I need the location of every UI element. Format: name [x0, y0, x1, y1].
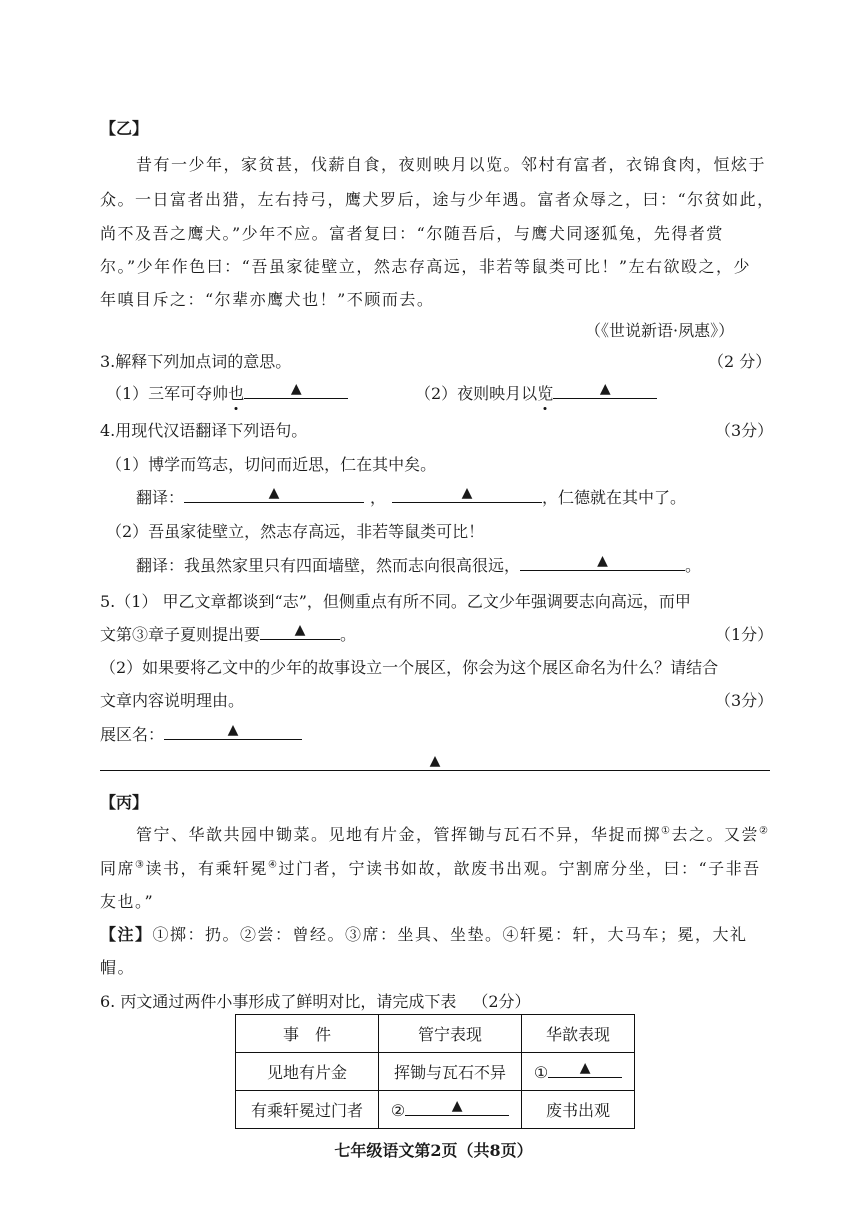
section-b-line-5: 年嗔目斥之：“尔辈亦鹰犬也！”不顾而去。: [100, 290, 435, 309]
section-c-notes-2: 帽。: [100, 958, 136, 977]
q4-stem: 4.用现代汉语翻译下列语句。: [100, 421, 308, 440]
q5-score-2: （3分）: [715, 691, 774, 710]
table-row: [236, 1015, 635, 1053]
section-b-line-2: 众。一日富者出猎，左右持弓，鹰犬罗后，途与少年遇。富者众辱之，曰：“尔贫如此，: [100, 190, 775, 209]
q5-line-1: 5.（1） 甲乙文章都谈到“志”，但侧重点有所不同。乙文少年强调要志向高远，而甲: [100, 592, 691, 611]
q4-answer-1b[interactable]: [392, 486, 542, 503]
section-b-line-1: 昔有一少年，家贫甚，伐薪自食，夜则映月以览。邻村有富者，衣锦食肉，恒炫于: [136, 155, 767, 174]
blank-marker: ▲: [429, 753, 441, 769]
table-header-event: 事 件: [236, 1015, 379, 1053]
table-row: [236, 1091, 635, 1129]
blank-marker: ▲: [597, 553, 608, 569]
q3-item-2: （2）夜则映月以览 ▲: [415, 381, 657, 404]
q4-translation-2: 翻译：我虽然家里只有四面墙壁，然而志向很高很远， ▲ 。: [136, 553, 702, 575]
section-c-line-1: 管宁、华歆共园中锄菜。见地有片金，管挥锄与瓦石不异，华捉而掷①去之。又尝②: [136, 825, 770, 844]
section-c-notes-1: 【注】①掷：扔。②尝：曾经。③席：坐具、坐垫。④轩冕：轩，大马车；冕，大礼: [100, 925, 748, 944]
table-cell: 挥锄与瓦石不异: [379, 1053, 522, 1091]
q3-answer-2[interactable]: [553, 382, 657, 399]
q5-line-3: （2）如果要将乙文中的少年的故事设立一个展区，你会为这个展区命名为什么？请结合: [100, 658, 719, 677]
section-b-line-3: 尚不及吾之鹰犬。”少年不应。富者复曰：“尔随吾后，与鹰犬同逐狐兔，先得者赏: [100, 224, 724, 243]
q4-answer-1a[interactable]: [184, 486, 364, 503]
q5-answer-1[interactable]: [260, 623, 340, 640]
q5-reason-answer-line[interactable]: [100, 753, 770, 771]
q5-line-4: 文章内容说明理由。: [100, 691, 245, 710]
blank-marker: ▲: [294, 622, 306, 638]
blank-marker: ▲: [451, 1098, 463, 1114]
q3-item-1-dotted-word: 也: [228, 381, 244, 404]
blank-marker: ▲: [599, 381, 611, 397]
q4-sentence-2: （2）吾虽家徒壁立，然志存高远，非若等鼠类可比！: [106, 522, 485, 541]
q4-translation-1: 翻译： ▲ ， ▲ ，仁德就在其中了。: [136, 485, 687, 507]
footnote-4: ④: [268, 859, 279, 871]
section-b-line-4: 尔。”少年作色曰：“吾虽家徒壁立，然志存高远，非若等鼠类可比！”左右欲殴之，少: [100, 257, 752, 276]
section-b-heading: 【乙】: [100, 119, 149, 138]
table-cell: ② ▲: [379, 1091, 522, 1129]
q4-answer-2[interactable]: [520, 554, 685, 571]
blank-marker: ▲: [290, 381, 302, 397]
table-cell: 废书出观: [522, 1091, 635, 1129]
q3-answer-1[interactable]: [244, 382, 348, 399]
table-cell: ① ▲: [522, 1053, 635, 1091]
footnote-3: ③: [135, 859, 146, 871]
q5-score-1: （1分）: [715, 625, 774, 644]
q4-sentence-1: （1）博学而笃志，切问而近思，仁在其中矣。: [106, 455, 437, 474]
q3-item-1: （1）三军可夺帅也 ▲: [106, 381, 348, 404]
table-row: [236, 1053, 635, 1091]
q6-stem: 6. 丙文通过两件小事形成了鲜明对比，请完成下表 （2分）: [100, 992, 531, 1011]
footnote-1: ①: [661, 825, 672, 837]
footnote-2: ②: [759, 825, 770, 837]
q5-line-2: 文第③章子夏则提出要 ▲ 。: [100, 622, 357, 644]
section-c-heading: 【丙】: [100, 793, 149, 812]
table-cell: 有乘轩冕过门者: [236, 1091, 379, 1129]
q4-score: （3分）: [715, 421, 774, 440]
blank-marker: ▲: [227, 722, 239, 738]
table-header-guanning: 管宁表现: [379, 1015, 522, 1053]
q6-answer-2[interactable]: [405, 1099, 509, 1116]
q6-table: [235, 1014, 635, 1129]
q3-item-2-dotted-word: 览: [537, 381, 553, 404]
q5-exhibit-name: 展区名： ▲: [100, 722, 302, 745]
section-c-line-2: 同席③读书，有乘轩冕④过门者，宁读书如故，歆废书出观。宁割席分坐，曰：“子非吾: [100, 859, 761, 878]
q6-answer-1[interactable]: [548, 1061, 622, 1078]
section-c-line-3: 友也。”: [100, 892, 155, 911]
blank-marker: ▲: [268, 485, 280, 501]
q3-score: （2 分）: [708, 352, 772, 371]
q3-stem: 3.解释下列加点词的意思。: [100, 352, 292, 371]
table-header-huaxin: 华歆表现: [522, 1015, 635, 1053]
table-cell: 见地有片金: [236, 1053, 379, 1091]
page-footer: 七年级语文第2页（共8页）: [334, 1141, 533, 1160]
blank-marker: ▲: [579, 1060, 591, 1076]
q5-exhibit-name-answer[interactable]: [164, 723, 302, 740]
blank-marker: ▲: [461, 485, 473, 501]
section-b-source: （《世说新语·夙惠》）: [585, 321, 735, 340]
